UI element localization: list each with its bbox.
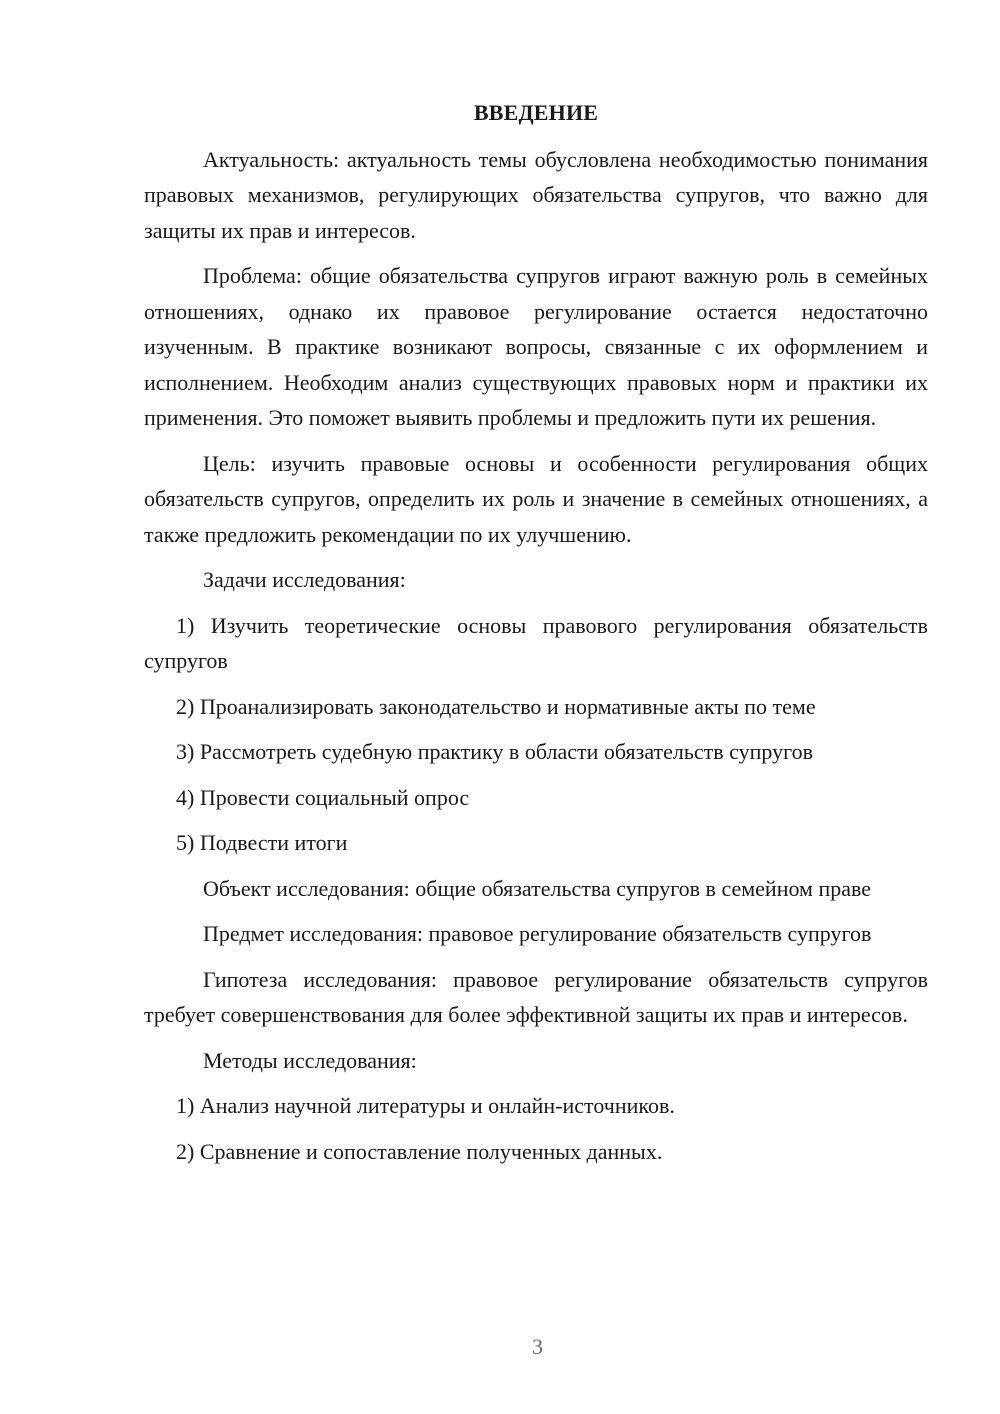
task-item: 4) Провести социальный опрос [176, 784, 470, 810]
paragraph-relevance: Актуальность: актуальность темы обусловлена необходимостью понимания правовых механизмов, регулирующих обязательства супругов, что важно для защиты их прав и интересов. [144, 146, 928, 243]
paragraph-subject: Предмет исследования: правовое регулирование обязательств супругов [203, 921, 872, 946]
paragraph-methods-heading: Методы исследования: [203, 1047, 417, 1073]
task-item: 3) Рассмотреть судебную практику в области обязательств супругов [176, 739, 813, 764]
paragraph-hypothesis: Гипотеза исследования: правовое регулирование обязательств супругов требует совершенствования для более эффективной защиты их прав и интересов. [144, 966, 928, 1027]
task-item: 1) Изучить теоретические основы правового регулирования обязательств супругов [144, 612, 928, 673]
method-item: 1) Анализ научной литературы и онлайн-источников. [176, 1093, 675, 1118]
paragraph-tasks-heading: Задачи исследования: [203, 567, 406, 592]
page-number: 3 [532, 1334, 543, 1359]
task-item: 2) Проанализировать законодательство и нормативные акты по теме [176, 693, 816, 719]
paragraph-problem: Проблема: общие обязательства супругов играют важную роль в семейных отношениях, однако их правовое регулирование остается недостаточно изученным. В практике возникают вопросы, связанные с их оформлением и исполнением. Необходим анализ существующих правовых норм и практики их применения. Это поможет выявить проблемы и предложить пути их решения. [144, 263, 928, 430]
method-item: 2) Сравнение и сопоставление полученных данных. [176, 1138, 663, 1164]
paragraph-goal: Цель: изучить правовые основы и особенности регулирования общих обязательств супругов, определить их роль и значение в семейных отношениях, а также предложить рекомендации по их улучшению. [144, 450, 928, 547]
page-title: ВВЕДЕНИЕ [473, 100, 599, 125]
task-item: 5) Подвести итоги [176, 830, 348, 855]
paragraph-object: Объект исследования: общие обязательства супругов в семейном праве [203, 875, 872, 901]
page-content [144, 95, 928, 1179]
